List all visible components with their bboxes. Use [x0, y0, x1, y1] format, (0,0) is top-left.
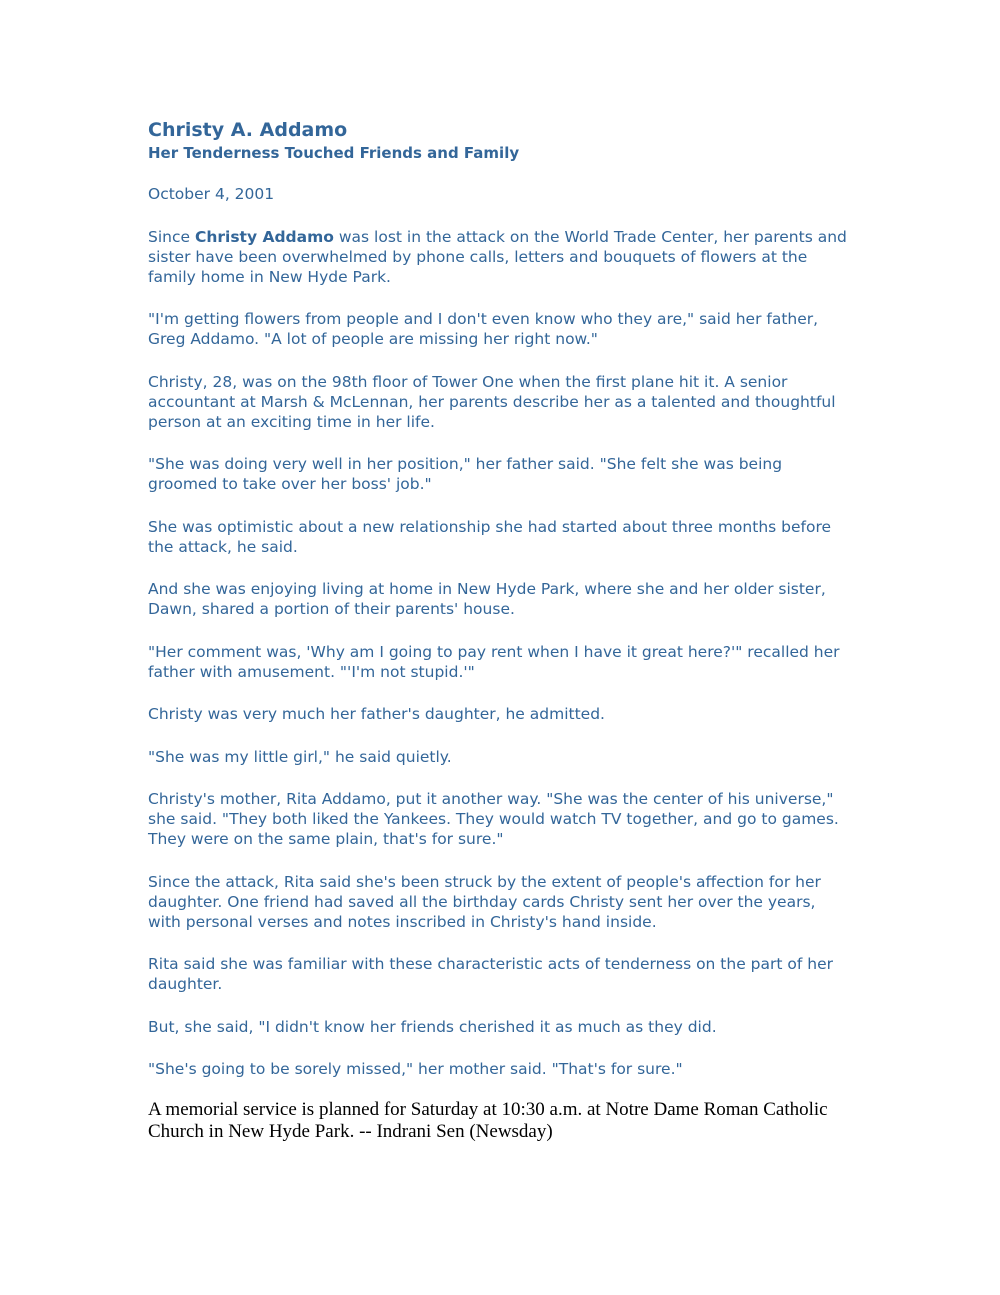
article-paragraph-9: "She was my little girl," he said quietly. — [148, 747, 452, 766]
article-paragraph-1 — [148, 227, 848, 287]
article-paragraph-2: "I'm getting flowers from people and I don't even know who they are," said her father, Greg Addamo. "A lot of people are missing her right now." — [148, 310, 819, 348]
article-paragraph-6: And she was enjoying living at home in New Hyde Park, where she and her older sister, Dawn, shared a portion of their parents' house. — [148, 580, 826, 618]
person-name: Christy Addamo — [194, 227, 334, 246]
paragraph-text: was lost in the attack on the World Trade Center, her parents and sister have been overwhelmed by phone calls, letters and bouquets of flowers at the family home in New Hyde Park. — [148, 227, 847, 286]
article-subtitle: Her Tenderness Touched Friends and Family — [148, 144, 520, 162]
article-paragraph-7: "Her comment was, 'Why am I going to pay rent when I have it great here?'" recalled her father with amusement. "'I'm not stupid.'" — [148, 642, 840, 681]
article-paragraph-4: "She was doing very well in her position," her father said. "She felt she was being groomed to take over her boss' job." — [148, 455, 783, 493]
article-paragraph-14: "She's going to be sorely missed," her mother said. "That's for sure." — [148, 1060, 683, 1078]
article-date: October 4, 2001 — [148, 185, 275, 203]
article — [148, 118, 848, 1143]
paragraph-text: Since — [148, 227, 195, 246]
article-paragraph-13: But, she said, "I didn't know her friends cherished it as much as they did. — [148, 1017, 717, 1036]
article-paragraph-5: She was optimistic about a new relationship she had started about three months before the attack, he said. — [148, 517, 832, 556]
memorial-notice: A memorial service is planned for Saturday at 10:30 a.m. at Notre Dame Roman Catholic Church in New Hyde Park. -- Indrani Sen (Newsday) — [148, 1099, 828, 1142]
article-title: Christy A. Addamo — [148, 119, 348, 141]
article-paragraph-12: Rita said she was familiar with these characteristic acts of tenderness on the part of her daughter. — [148, 955, 833, 993]
article-paragraph-8: Christy was very much her father's daughter, he admitted. — [148, 705, 605, 723]
article-paragraph-3: Christy, 28, was on the 98th floor of Tower One when the first plane hit it. A senior accountant at Marsh & McLennan, her parents describe her as a talented and thoughtful person at an exciting time in her life. — [148, 372, 836, 431]
article-paragraph-11: Since the attack, Rita said she's been struck by the extent of people's affection for her daughter. One friend had saved all the birthday cards Christy sent her over the years, with personal verses and notes inscribed in Christy's hand inside. — [148, 872, 821, 931]
article-paragraph-10: Christy's mother, Rita Addamo, put it another way. "She was the center of his universe," she said. "They both liked the Yankees. They would watch TV together, and go to games. They were on the same plain, that's for sure." — [148, 790, 839, 848]
